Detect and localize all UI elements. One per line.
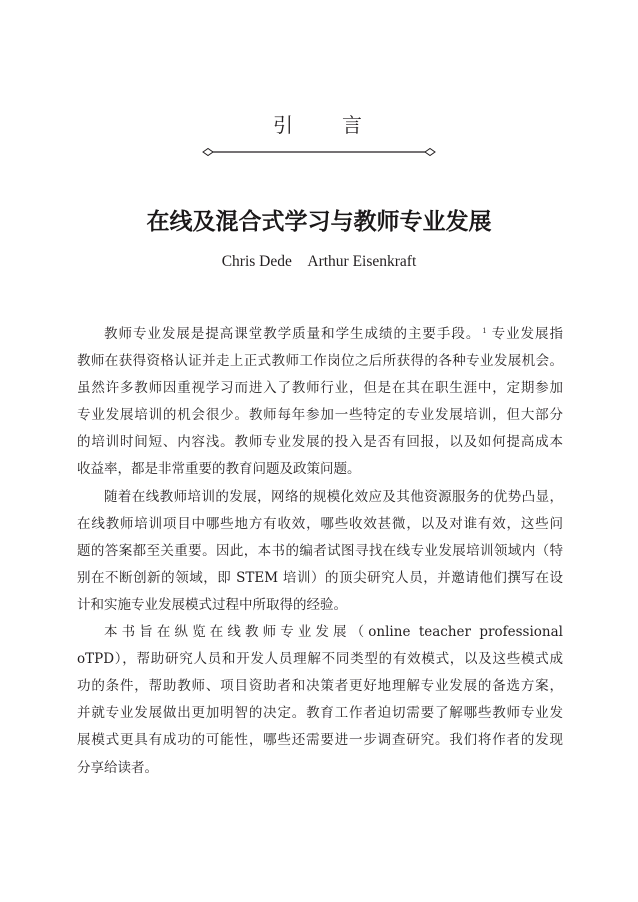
body-line: 的培训时间短、内容浅。教师专业发展的投入是否有回报，以及如何提高成本 (77, 434, 563, 451)
paragraph-3 (77, 619, 563, 782)
footnote-ref: 1 (482, 326, 487, 335)
chapter-heading: 引 言 (273, 113, 365, 137)
body-line-text: 专业发展指 (486, 326, 563, 342)
body-line-text: 教师专业发展是提高课堂教学质量和学生成绩的主要手段。 (104, 326, 481, 342)
body-line: 并就专业发展做出更加明智的决定。教育工作者迫切需要了解哪些教师专业发 (77, 705, 563, 722)
body-line: 虽然许多教师因重视学习而进入了教师行业，但是在其在职生涯中，定期参加 (77, 380, 563, 397)
body-line: 计和实施专业发展模式过程中所取得的经验。 (77, 596, 347, 613)
body-line (77, 321, 563, 348)
body-line: oTPD），帮助研究人员和开发人员理解不同类型的有效模式，以及这些模式成 (77, 651, 563, 668)
article-title: 在线及混合式学习与教师专业发展 (146, 208, 492, 235)
paragraph-2 (77, 484, 563, 619)
body-line: 分享给读者。 (77, 759, 158, 776)
body-text (77, 321, 563, 782)
body-line: 专业发展培训的机会很少。教师每年参加一些特定的专业发展培训，但大部分 (77, 407, 563, 424)
body-line: 功的条件，帮助教师、项目资助者和决策者更好地理解专业发展的备选方案， (77, 678, 563, 695)
ornament-rule (198, 146, 440, 158)
body-line: 随着在线教师培训的发展，网络的规模化效应及其他资源服务的优势凸显， (104, 488, 563, 505)
body-line: 本书旨在纵览在线教师专业发展（online teacher professional (104, 624, 563, 641)
paragraph-1 (77, 321, 563, 484)
body-line: 收益率，都是非常重要的教育问题及政策问题。 (77, 461, 361, 478)
body-line: 教师在获得资格认证并走上正式教师工作岗位之后所获得的各种专业发展机会。 (77, 353, 563, 370)
body-line: 在线教师培训项目中哪些地方有收效，哪些收效甚微，以及对谁有效，这些问 (77, 515, 563, 532)
authors: Chris Dede Arthur Eisenkraft (221, 253, 417, 270)
body-line: 题的答案都至关重要。因此，本书的编者试图寻找在线专业发展培训领域内（特 (77, 542, 563, 559)
body-line: 展模式更具有成功的可能性，哪些还需要进一步调查研究。我们将作者的发现 (77, 732, 563, 749)
body-line: 别在不断创新的领域，即 STEM 培训）的顶尖研究人员，并邀请他们撰写在设 (77, 569, 563, 586)
